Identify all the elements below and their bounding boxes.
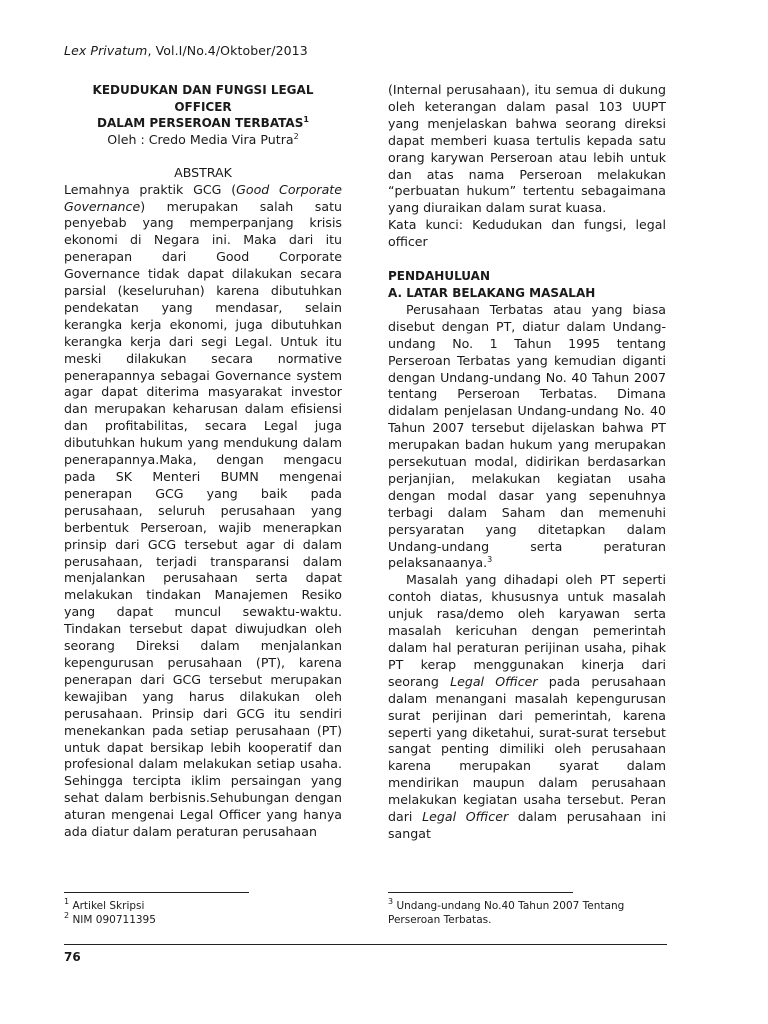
- footnote-2: [64, 913, 314, 927]
- keywords: Kata kunci: Kedudukan dan fungsi, legal officer: [388, 217, 666, 250]
- paragraph-2-text-3: dalam perusahaan ini sangat: [388, 809, 666, 841]
- footnote-1: [64, 899, 314, 913]
- footnote-3-mark: 3: [388, 897, 394, 906]
- abstract-italic-term: Good Corporate Governance: [64, 181, 342, 214]
- article-title: [64, 82, 342, 132]
- paragraph-1: [388, 302, 666, 573]
- left-column: [64, 82, 342, 841]
- paragraph-2-italic-2: Legal Officer: [422, 809, 509, 825]
- paragraph-1-text: Perusahaan Terbatas atau yang biasa disebut dengan PT, diatur dalam Undang-undang No. 1 Tahun 1995 tentang Perseroan Terbatas yang kemudian diganti dengan Undang-undang No. 40 Tahun 2007 tentang Perseroan Terbatas. Dimana didalam penjelasan Undang-undang No. 40 Tahun 2007 tersebut dijelaskan bahwa PT merupakan badan hukum yang merupakan persekutuan modal, didirikan berdasarkan perjanjian, melakukan kegiatan usaha dengan modal dasar yang sepenuhnya terbagi dalam Saham dan memenuhi persyaratan yang ditetapkan dalam Undang-undang serta peraturan pelaksanaanya.: [388, 301, 666, 571]
- paragraph-2-text-1: Masalah yang dihadapi oleh PT seperti contoh diatas, khususnya untuk masalah unjuk rasa/demo oleh karyawan serta masalah kericuhan dengan pemerintah dalam hal peraturan perijinan usaha, pihak PT kerap menggunakan kinerja dari seorang: [388, 572, 666, 689]
- footnote-1-text: Artikel Skripsi: [72, 900, 145, 912]
- footnotes-right: [388, 892, 668, 927]
- footnote-3-text: Undang-undang No.40 Tahun 2007 Tentang Perseroan Terbatas.: [388, 900, 625, 926]
- page-bottom-rule: [64, 944, 667, 945]
- paragraph-2-text-2: pada perusahaan dalam menangani masalah kepengurusan surat perijinan dari pemerintah, karena seperti yang diketahui, surat-surat tersebut sangat penting dimiliki oleh perusahaan karena merupakan syarat dalam mendirikan maupun dalam perusahaan melakukan kegiatan usaha tersebut. Peran dari: [388, 673, 666, 825]
- footnote-3: [388, 899, 668, 927]
- paragraph-2: [388, 572, 666, 843]
- subsection-heading: A. LATAR BELAKANG MASALAH: [388, 285, 596, 300]
- footnote-1-mark: 1: [64, 897, 70, 906]
- right-column: [388, 82, 666, 843]
- page-number: 76: [64, 950, 81, 964]
- journal-volume-info: , Vol.I/No.4/Oktober/2013: [147, 43, 308, 58]
- section-heading: PENDAHULUAN: [388, 269, 490, 284]
- journal-name: Lex Privatum: [64, 43, 148, 58]
- paragraph-2-italic-1: Legal Officer: [450, 673, 538, 689]
- title-line-2: DALAM PERSEROAN TERBATAS: [97, 116, 304, 131]
- abstract-continuation: (Internal perusahaan), itu semua di dukung oleh keterangan dalam pasal 103 UUPT yang menjelaskan bahwa seorang direksi dapat memberi kuasa tertulis kepada satu orang karywan Perseroan atau lebih untuk dan atas nama Perseroan melakukan “perbuatan hukum” tertentu sebagaimana yang diuraikan dalam surat kuasa.: [388, 82, 666, 216]
- footnote-2-mark: 2: [64, 911, 70, 920]
- footnote-rule: [388, 892, 573, 893]
- abstract-body: [64, 182, 342, 841]
- footnotes-left: [64, 892, 314, 927]
- footnote-2-text: NIM 090711395: [72, 914, 156, 926]
- author-text: Oleh : Credo Media Vira Putra: [107, 131, 294, 147]
- author-footnote-mark: 2: [293, 131, 299, 141]
- paragraph-1-footnote-mark: 3: [487, 555, 493, 565]
- footnote-rule: [64, 892, 249, 893]
- author-byline: [64, 132, 342, 149]
- abstract-text-1: Lemahnya praktik GCG (: [64, 181, 237, 197]
- abstract-text-2: ) merupakan salah satu penyebab yang memperpanjang krisis ekonomi di Negara ini. Maka dari itu penerapan dari Good Corporate Governance tidak dapat dilakukan secara parsial (keseluruhan) karena dibutuhkan pendekatan yang mendasar, selain kerangka kerja ekonomi, juga dibutuhkan kerangka kerja dari segi Legal. Untuk itu meski dilakukan secara normative penerapannya sebagai Governance system agar dapat diterima masyarakat investor dan merupakan keharusan dalam efisiensi dan profitabilitas, secara Legal juga dibutuhkan hukum yang mendukung dalam penerapannya.Maka, dengan mengacu pada SK Menteri BUMN mengenai penerapan GCG yang baik pada perusahaan, seluruh perusahaan yang berbentuk Perseroan, wajib menerapkan prinsip dari GCG tersebut agar di dalam perusahaan, terjadi transparansi dalam menjalankan perusahaan serta dapat melakukan tindakan Manajemen Resiko yang dapat muncul sewaktu-waktu. Tindakan tersebut dapat diwujudkan oleh seorang Direksi dalam menjalankan kepengurusan perusahaan (PT), karena penerapan dari GCG tersebut merupakan kewajiban yang harus dilakukan oleh perusahaan. Prinsip dari GCG itu sendiri menekankan pada setiap perusahaan (PT) untuk dapat bersikap lebih kooperatif dan profesional dalam melakukan setiap usaha. Sehingga tercipta iklim persaingan yang sehat dalam berbisnis.Sehubungan dengan aturan mengenai Legal Officer yang hanya ada diatur dalam peraturan perusahaan: [64, 198, 342, 840]
- title-footnote-mark: 1: [303, 115, 309, 125]
- abstract-heading: ABSTRAK: [174, 164, 232, 180]
- title-line-1: KEDUDUKAN DAN FUNGSI LEGAL OFFICER: [92, 83, 314, 114]
- journal-running-header: [64, 43, 308, 58]
